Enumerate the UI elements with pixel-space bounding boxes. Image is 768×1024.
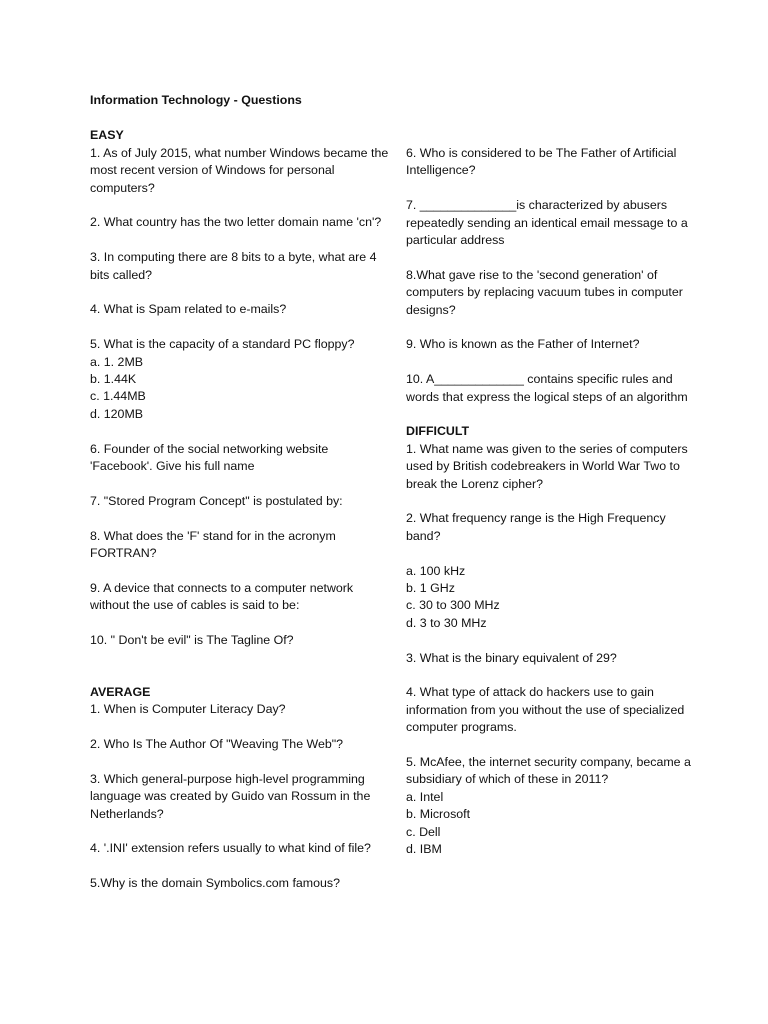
question-item (90, 632, 390, 649)
question-text: 1. When is Computer Literacy Day? (90, 702, 286, 717)
question-item (406, 267, 691, 319)
question-text: 4. What type of attack do hackers use to gain information from you without the use of specialized computer programs. (406, 685, 685, 735)
question-item (90, 441, 390, 476)
option-item: a. 100 kHz (406, 563, 466, 578)
question-item (406, 145, 691, 180)
question-item (90, 336, 390, 423)
question-item (406, 754, 691, 858)
question-text: 6. Founder of the social networking website 'Facebook'. Give his full name (90, 441, 329, 474)
section-heading-average: AVERAGE (90, 684, 151, 699)
option-item: b. 1 GHz (406, 581, 455, 596)
option-item: b. Microsoft (406, 807, 471, 822)
option-list (406, 789, 691, 859)
question-text: 2. What country has the two letter domain name 'cn'? (90, 215, 382, 230)
question-text: 2. What frequency range is the High Frequency band? (406, 511, 666, 543)
question-item (406, 510, 691, 632)
question-text: 3. What is the binary equivalent of 29? (406, 650, 617, 665)
right-column (406, 145, 691, 876)
section-spacer (90, 667, 390, 684)
question-item (90, 840, 390, 857)
question-item (406, 336, 691, 353)
question-text: 9. Who is known as the Father of Internet? (406, 337, 640, 352)
question-item (90, 580, 390, 615)
question-item (90, 771, 390, 823)
question-text: 7. ______________is characterized by abusers repeatedly sending an identical email message to a particular address (406, 198, 688, 248)
option-item: b. 1.44K (90, 372, 137, 387)
question-text: 5. What is the capacity of a standard PC floppy? (90, 337, 355, 352)
question-text: 5. McAfee, the internet security company, became a subsidiary of which of these in 2011? (406, 755, 691, 787)
question-text: 5.Why is the domain Symbolics.com famous? (90, 876, 340, 891)
option-item: c. 30 to 300 MHz (406, 598, 500, 613)
question-text: 8.What gave rise to the 'second generation' of computers by replacing vacuum tubes in computer designs? (406, 267, 683, 317)
option-item: d. IBM (406, 842, 442, 857)
question-item (90, 528, 390, 563)
document-title: Information Technology - Questions (90, 93, 302, 107)
option-item: c. 1.44MB (90, 389, 146, 404)
question-item (406, 650, 691, 667)
question-text: 6. Who is considered to be The Father of Artificial Intelligence? (406, 146, 677, 178)
question-text: 9. A device that connects to a computer network without the use of cables is said to be: (90, 580, 354, 613)
question-item (90, 145, 390, 197)
question-text: 3. In computing there are 8 bits to a byte, what are 4 bits called? (90, 250, 377, 282)
option-list (90, 354, 390, 424)
question-text: 4. What is Spam related to e-mails? (90, 302, 287, 317)
option-item: a. 1. 2MB (90, 354, 144, 369)
question-item (90, 736, 390, 753)
question-item (406, 441, 691, 493)
question-text: 7. "Stored Program Concept" is postulated by: (90, 493, 343, 508)
question-text: 2. Who Is The Author Of "Weaving The Web"? (90, 737, 344, 752)
question-item (90, 214, 390, 231)
option-spacer (406, 545, 691, 562)
question-text: 1. As of July 2015, what number Windows became the most recent version of Windows for personal computers? (90, 145, 389, 195)
question-text: 10. " Don't be evil" is The Tagline Of? (90, 633, 294, 648)
option-list (406, 563, 691, 633)
question-item (90, 301, 390, 318)
question-item (406, 197, 691, 249)
option-item: d. 3 to 30 MHz (406, 615, 487, 630)
question-item (90, 875, 390, 892)
option-item: d. 120MB (90, 406, 144, 421)
question-text: 1. What name was given to the series of computers used by British codebreakers in World War Two to break the Lorenz cipher? (406, 441, 688, 491)
section-heading-easy: EASY (90, 128, 124, 143)
left-column (90, 92, 390, 910)
question-text: 4. '.INI' extension refers usually to what kind of file? (90, 841, 371, 856)
question-item (90, 701, 390, 718)
question-text: 8. What does the 'F' stand for in the acronym FORTRAN? (90, 528, 336, 561)
question-item (90, 249, 390, 284)
section-heading-difficult: DIFFICULT (406, 424, 470, 439)
question-item (406, 684, 691, 736)
option-item: a. Intel (406, 789, 444, 804)
question-text: 3. Which general-purpose high-level programming language was created by Guido van Rossum in the Netherlands? (90, 771, 371, 821)
question-item (406, 371, 691, 406)
question-text: 10. A_____________ contains specific rules and words that express the logical steps of an algorithm (406, 372, 688, 404)
question-item (90, 493, 390, 510)
option-item: c. Dell (406, 824, 441, 839)
